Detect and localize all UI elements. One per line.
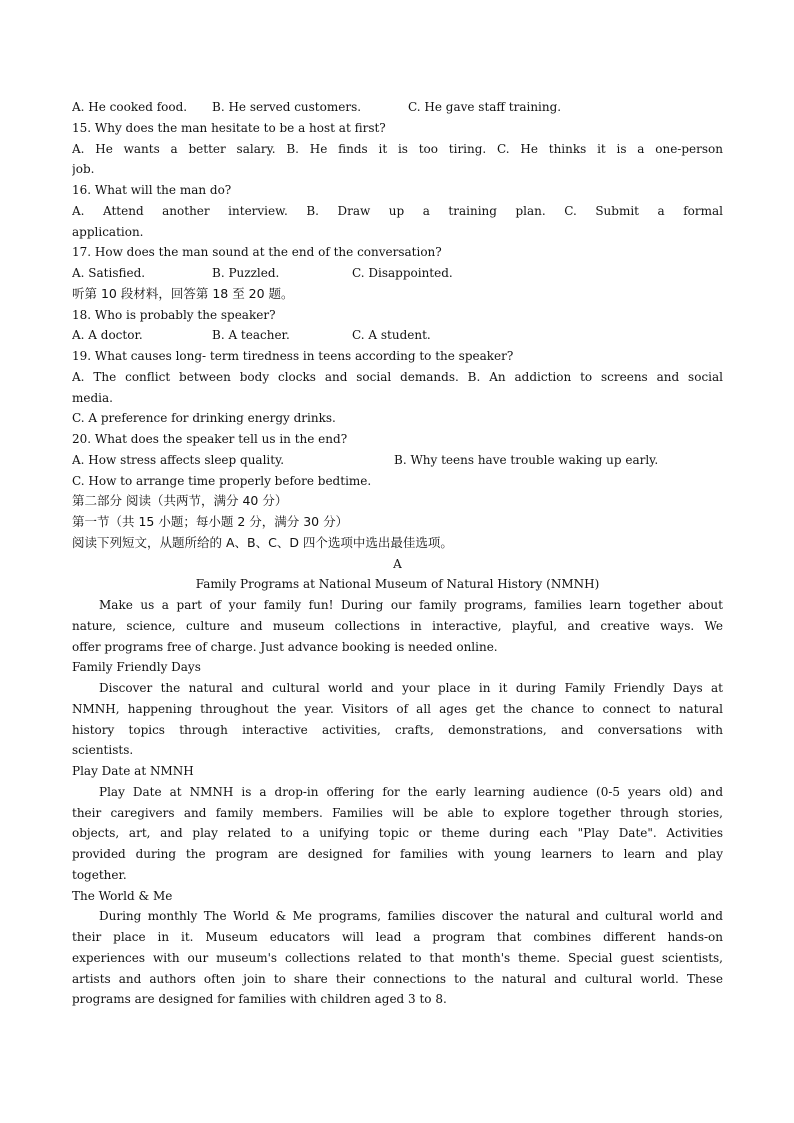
q14-options bbox=[72, 97, 723, 118]
pd-line: Play Date at NMNH is a drop-in offering for the early learning audience (0-5 years old) and bbox=[99, 784, 723, 799]
q16-options-line1: A. Attend another interview. B. Draw up a training plan. C. Submit a formal bbox=[72, 203, 723, 218]
ffd-line: NMNH, happening throughout the year. Visitors of all ages get the chance to connect to natural bbox=[72, 701, 723, 716]
q18-option-b: B. A teacher. bbox=[212, 328, 290, 343]
section-heading-family-friendly-days: Family Friendly Days bbox=[72, 660, 201, 675]
wm-line: programs are designed for families with children aged 3 to 8. bbox=[72, 992, 447, 1007]
section-heading-play-date: Play Date at NMNH bbox=[72, 764, 194, 778]
q19-options-line1: A. The conflict between body clocks and social demands. B. An addiction to screens and social bbox=[72, 369, 723, 384]
q15-options-line2: job. bbox=[72, 162, 95, 177]
q20-option-b: B. Why teens have trouble waking up early. bbox=[394, 452, 659, 467]
wm-line: artists and authors often join to share their connections to the natural and cultural world. These bbox=[72, 971, 723, 986]
q16-stem: 16. What will the man do? bbox=[72, 183, 232, 197]
intro-line: nature, science, culture and museum collections in interactive, playful, and creative ways. We bbox=[72, 618, 723, 633]
q16-options-line2: application. bbox=[72, 224, 144, 239]
ffd-line: Discover the natural and cultural world and your place in it during Family Friendly Days at bbox=[99, 681, 723, 695]
q19-options-line2: media. bbox=[72, 390, 113, 405]
q20-options bbox=[72, 450, 723, 471]
intro-line: offer programs free of charge. Just advance booking is needed online. bbox=[72, 639, 498, 654]
q15-stem: 15. Why does the man hesitate to be a host at first? bbox=[72, 120, 386, 135]
exam-page bbox=[72, 97, 723, 1010]
passage-title: Family Programs at National Museum of Natural History (NMNH) bbox=[195, 577, 600, 592]
reading-instruction: 阅读下列短文，从题所给的 A、B、C、D 四个选项中选出最佳选项。 bbox=[72, 534, 453, 550]
q17-option-c: C. Disappointed. bbox=[352, 266, 453, 280]
q18-option-c: C. A student. bbox=[352, 328, 431, 343]
q17-option-a: A. Satisfied. bbox=[72, 266, 146, 280]
wm-line: During monthly The World & Me programs, families discover the natural and cultural world and bbox=[99, 909, 723, 924]
q20-option-c: C. How to arrange time properly before bedtime. bbox=[72, 473, 372, 488]
pd-line: their caregivers and family members. Families will be able to explore together through stories, bbox=[72, 805, 723, 820]
listen-instruction: 听第 10 段材料，回答第 18 至 20 题。 bbox=[72, 285, 294, 301]
part2-title: 第二部分 阅读（共两节，满分 40 分） bbox=[72, 493, 288, 509]
q19-stem: 19. What causes long- term tiredness in teens according to the speaker? bbox=[72, 349, 514, 363]
q17-options bbox=[72, 263, 723, 284]
wm-line: experiences with our museum's collections related to that month's theme. Special guest scientists, bbox=[72, 950, 723, 965]
q17-stem: 17. How does the man sound at the end of the conversation? bbox=[72, 245, 442, 260]
section1-title: 第一节（共 15 小题；每小题 2 分，满分 30 分） bbox=[72, 514, 349, 529]
intro-line: Make us a part of your family fun! During our family programs, families learn together about bbox=[99, 598, 723, 612]
section-heading-world-and-me: The World & Me bbox=[72, 888, 173, 903]
q18-stem: 18. Who is probably the speaker? bbox=[72, 307, 276, 322]
pd-line: together. bbox=[72, 867, 127, 882]
pd-line: provided during the program are designed for families with young learners to learn and play bbox=[72, 847, 723, 861]
ffd-line: scientists. bbox=[72, 743, 134, 758]
ffd-line: history topics through interactive activities, crafts, demonstrations, and conversations with bbox=[72, 722, 723, 737]
passage-letter: A bbox=[393, 556, 402, 571]
q20-stem: 20. What does the speaker tell us in the end? bbox=[72, 432, 348, 446]
q19-options-line3: C. A preference for drinking energy drinks. bbox=[72, 411, 336, 426]
q17-option-b: B. Puzzled. bbox=[212, 266, 280, 280]
q14-option-c: C. He gave staff training. bbox=[408, 100, 562, 114]
q14-option-b: B. He served customers. bbox=[212, 100, 362, 114]
wm-line: their place in it. Museum educators will lead a program that combines different hands-on bbox=[72, 930, 723, 944]
q18-option-a: A. A doctor. bbox=[72, 328, 143, 343]
q15-options-line1: A. He wants a better salary. B. He finds it is too tiring. C. He thinks it is a one-person bbox=[72, 141, 723, 156]
q18-options bbox=[72, 325, 723, 346]
q14-option-a: A. He cooked food. bbox=[72, 100, 188, 114]
pd-line: objects, art, and play related to a unifying topic or theme during each "Play Date". Activities bbox=[72, 826, 723, 841]
q20-option-a: A. How stress affects sleep quality. bbox=[72, 452, 285, 467]
